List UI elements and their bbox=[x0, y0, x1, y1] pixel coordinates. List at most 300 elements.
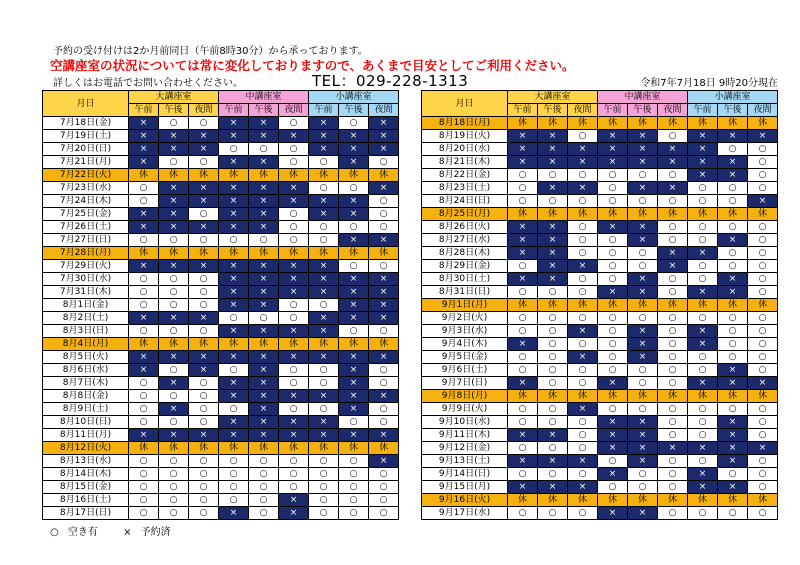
status-booked: × bbox=[159, 312, 189, 325]
date-cell: 7月30日(水) bbox=[43, 273, 129, 286]
status-available: ○ bbox=[189, 377, 219, 390]
status-booked: × bbox=[339, 156, 369, 169]
status-closed: 休 bbox=[718, 299, 748, 312]
status-booked: × bbox=[508, 481, 538, 494]
status-booked: × bbox=[369, 351, 399, 364]
table-row bbox=[422, 117, 778, 130]
status-available: ○ bbox=[598, 169, 628, 182]
status-available: ○ bbox=[309, 455, 339, 468]
status-available: ○ bbox=[598, 247, 628, 260]
status-closed: 休 bbox=[219, 338, 249, 351]
table-row bbox=[422, 416, 778, 429]
date-cell: 7月27日(日) bbox=[43, 234, 129, 247]
slot-evening-header: 夜間 bbox=[189, 104, 219, 117]
status-available: ○ bbox=[339, 507, 369, 520]
status-booked: × bbox=[598, 468, 628, 481]
status-booked: × bbox=[688, 325, 718, 338]
status-booked: × bbox=[369, 286, 399, 299]
status-booked: × bbox=[658, 182, 688, 195]
status-booked: × bbox=[189, 221, 219, 234]
status-booked: × bbox=[508, 143, 538, 156]
date-cell: 9月2日(火) bbox=[422, 312, 508, 325]
status-closed: 休 bbox=[309, 442, 339, 455]
status-closed: 休 bbox=[718, 390, 748, 403]
date-cell: 8月20日(水) bbox=[422, 143, 508, 156]
status-closed: 休 bbox=[339, 338, 369, 351]
status-booked: × bbox=[718, 130, 748, 143]
slot-morning-header: 午前 bbox=[598, 104, 628, 117]
table-row bbox=[422, 507, 778, 520]
status-closed: 休 bbox=[219, 247, 249, 260]
status-available: ○ bbox=[508, 286, 538, 299]
status-closed: 休 bbox=[658, 299, 688, 312]
status-available: ○ bbox=[129, 481, 159, 494]
status-booked: × bbox=[688, 169, 718, 182]
status-available: ○ bbox=[129, 403, 159, 416]
date-cell: 9月5日(金) bbox=[422, 351, 508, 364]
status-available: ○ bbox=[159, 117, 189, 130]
status-available: ○ bbox=[658, 234, 688, 247]
table-row bbox=[43, 338, 399, 351]
status-available: ○ bbox=[339, 117, 369, 130]
status-available: ○ bbox=[159, 494, 189, 507]
status-booked: × bbox=[219, 429, 249, 442]
status-booked: × bbox=[309, 286, 339, 299]
status-booked: × bbox=[538, 182, 568, 195]
status-available: ○ bbox=[189, 507, 219, 520]
status-available: ○ bbox=[309, 234, 339, 247]
table-row bbox=[43, 364, 399, 377]
status-available: ○ bbox=[658, 429, 688, 442]
status-available: ○ bbox=[748, 156, 778, 169]
status-available: ○ bbox=[748, 351, 778, 364]
status-booked: × bbox=[249, 351, 279, 364]
status-closed: 休 bbox=[748, 494, 778, 507]
status-available: ○ bbox=[129, 494, 159, 507]
status-available: ○ bbox=[129, 325, 159, 338]
status-booked: × bbox=[628, 234, 658, 247]
status-available: ○ bbox=[369, 364, 399, 377]
status-closed: 休 bbox=[718, 494, 748, 507]
status-closed: 休 bbox=[249, 247, 279, 260]
status-available: ○ bbox=[369, 468, 399, 481]
status-booked: × bbox=[508, 221, 538, 234]
status-available: ○ bbox=[748, 416, 778, 429]
status-available: ○ bbox=[219, 234, 249, 247]
status-available: ○ bbox=[279, 481, 309, 494]
table-row bbox=[43, 377, 399, 390]
status-available: ○ bbox=[279, 403, 309, 416]
status-booked: × bbox=[658, 260, 688, 273]
status-booked: × bbox=[369, 234, 399, 247]
status-closed: 休 bbox=[658, 494, 688, 507]
status-closed: 休 bbox=[369, 338, 399, 351]
status-available: ○ bbox=[508, 416, 538, 429]
table-row bbox=[422, 390, 778, 403]
status-closed: 休 bbox=[369, 442, 399, 455]
table-row bbox=[422, 221, 778, 234]
status-available: ○ bbox=[688, 221, 718, 234]
status-available: ○ bbox=[598, 403, 628, 416]
date-cell: 9月17日(水) bbox=[422, 507, 508, 520]
status-booked: × bbox=[598, 377, 628, 390]
status-available: ○ bbox=[219, 468, 249, 481]
date-cell: 8月8日(金) bbox=[43, 390, 129, 403]
status-closed: 休 bbox=[568, 494, 598, 507]
date-cell: 8月19日(火) bbox=[422, 130, 508, 143]
status-booked: × bbox=[628, 325, 658, 338]
status-booked: × bbox=[598, 143, 628, 156]
date-cell: 9月4日(木) bbox=[422, 338, 508, 351]
date-cell: 8月17日(日) bbox=[43, 507, 129, 520]
status-booked: × bbox=[249, 299, 279, 312]
table-row bbox=[422, 442, 778, 455]
status-closed: 休 bbox=[249, 338, 279, 351]
status-booked: × bbox=[508, 338, 538, 351]
status-available: ○ bbox=[369, 208, 399, 221]
status-closed: 休 bbox=[598, 117, 628, 130]
status-available: ○ bbox=[129, 182, 159, 195]
status-booked: × bbox=[249, 403, 279, 416]
status-booked: × bbox=[598, 286, 628, 299]
status-booked: × bbox=[339, 234, 369, 247]
date-cell: 8月26日(火) bbox=[422, 221, 508, 234]
status-booked: × bbox=[339, 312, 369, 325]
status-booked: × bbox=[129, 260, 159, 273]
status-booked: × bbox=[628, 143, 658, 156]
status-closed: 休 bbox=[369, 247, 399, 260]
availability-table-july-august bbox=[42, 90, 399, 520]
status-booked: × bbox=[628, 429, 658, 442]
status-available: ○ bbox=[339, 325, 369, 338]
status-available: ○ bbox=[309, 494, 339, 507]
status-booked: × bbox=[339, 130, 369, 143]
table-row bbox=[422, 325, 778, 338]
date-cell: 8月6日(水) bbox=[43, 364, 129, 377]
status-booked: × bbox=[309, 273, 339, 286]
status-available: ○ bbox=[538, 325, 568, 338]
slot-morning-header: 午前 bbox=[688, 104, 718, 117]
status-available: ○ bbox=[189, 273, 219, 286]
status-available: ○ bbox=[598, 312, 628, 325]
status-booked: × bbox=[129, 364, 159, 377]
status-available: ○ bbox=[568, 377, 598, 390]
date-cell: 8月9日(土) bbox=[43, 403, 129, 416]
status-available: ○ bbox=[598, 195, 628, 208]
date-cell: 8月14日(木) bbox=[43, 468, 129, 481]
status-booked: × bbox=[339, 429, 369, 442]
status-booked: × bbox=[279, 325, 309, 338]
status-booked: × bbox=[508, 429, 538, 442]
status-available: ○ bbox=[658, 507, 688, 520]
status-available: ○ bbox=[718, 403, 748, 416]
status-booked: × bbox=[159, 221, 189, 234]
table-row bbox=[422, 169, 778, 182]
status-closed: 休 bbox=[688, 299, 718, 312]
table-row bbox=[422, 260, 778, 273]
status-available: ○ bbox=[249, 312, 279, 325]
status-booked: × bbox=[129, 221, 159, 234]
status-available: ○ bbox=[598, 234, 628, 247]
status-booked: × bbox=[309, 143, 339, 156]
table-row bbox=[422, 156, 778, 169]
status-available: ○ bbox=[339, 481, 369, 494]
status-booked: × bbox=[219, 507, 249, 520]
status-booked: × bbox=[628, 338, 658, 351]
status-booked: × bbox=[339, 195, 369, 208]
status-closed: 休 bbox=[279, 169, 309, 182]
status-booked: × bbox=[159, 195, 189, 208]
status-available: ○ bbox=[658, 286, 688, 299]
status-available: ○ bbox=[568, 286, 598, 299]
slot-morning-header: 午前 bbox=[219, 104, 249, 117]
status-available: ○ bbox=[658, 364, 688, 377]
status-available: ○ bbox=[159, 273, 189, 286]
status-booked: × bbox=[309, 416, 339, 429]
status-booked: × bbox=[339, 403, 369, 416]
status-booked: × bbox=[568, 403, 598, 416]
status-booked: × bbox=[219, 182, 249, 195]
booked-label: 予約済 bbox=[140, 527, 171, 538]
status-available: ○ bbox=[189, 416, 219, 429]
status-available: ○ bbox=[309, 468, 339, 481]
table-row bbox=[43, 182, 399, 195]
table-row bbox=[422, 286, 778, 299]
status-booked: × bbox=[189, 195, 219, 208]
date-cell: 7月20日(日) bbox=[43, 143, 129, 156]
status-available: ○ bbox=[688, 429, 718, 442]
status-booked: × bbox=[369, 390, 399, 403]
status-booked: × bbox=[219, 221, 249, 234]
small-room-header: 小講座室 bbox=[688, 91, 778, 104]
date-cell: 8月1日(金) bbox=[43, 299, 129, 312]
status-available: ○ bbox=[508, 351, 538, 364]
status-booked: × bbox=[538, 156, 568, 169]
table-row bbox=[422, 338, 778, 351]
status-booked: × bbox=[189, 364, 219, 377]
status-available: ○ bbox=[279, 117, 309, 130]
status-booked: × bbox=[309, 351, 339, 364]
status-available: ○ bbox=[568, 468, 598, 481]
date-cell: 8月4日(月) bbox=[43, 338, 129, 351]
status-booked: × bbox=[129, 117, 159, 130]
status-booked: × bbox=[369, 299, 399, 312]
status-available: ○ bbox=[748, 455, 778, 468]
status-booked: × bbox=[369, 143, 399, 156]
status-available: ○ bbox=[538, 507, 568, 520]
table-row bbox=[422, 455, 778, 468]
status-booked: × bbox=[159, 403, 189, 416]
status-booked: × bbox=[279, 507, 309, 520]
table-row bbox=[422, 377, 778, 390]
status-available: ○ bbox=[159, 455, 189, 468]
status-booked: × bbox=[249, 260, 279, 273]
status-available: ○ bbox=[249, 143, 279, 156]
status-available: ○ bbox=[538, 312, 568, 325]
status-available: ○ bbox=[688, 273, 718, 286]
status-booked: × bbox=[718, 481, 748, 494]
status-booked: × bbox=[748, 442, 778, 455]
table-row bbox=[43, 468, 399, 481]
status-available: ○ bbox=[688, 195, 718, 208]
date-cell: 7月21日(月) bbox=[43, 156, 129, 169]
status-booked: × bbox=[159, 130, 189, 143]
status-booked: × bbox=[688, 286, 718, 299]
slot-evening-header: 夜間 bbox=[658, 104, 688, 117]
status-available: ○ bbox=[748, 221, 778, 234]
status-booked: × bbox=[658, 247, 688, 260]
status-available: ○ bbox=[129, 299, 159, 312]
status-available: ○ bbox=[568, 442, 598, 455]
status-available: ○ bbox=[718, 468, 748, 481]
status-available: ○ bbox=[658, 338, 688, 351]
status-available: ○ bbox=[159, 156, 189, 169]
table-row bbox=[43, 247, 399, 260]
status-booked: × bbox=[628, 286, 658, 299]
status-booked: × bbox=[688, 468, 718, 481]
status-available: ○ bbox=[189, 156, 219, 169]
status-closed: 休 bbox=[658, 117, 688, 130]
status-booked: × bbox=[628, 507, 658, 520]
status-booked: × bbox=[538, 481, 568, 494]
status-available: ○ bbox=[748, 169, 778, 182]
status-closed: 休 bbox=[748, 299, 778, 312]
date-cell: 9月11日(木) bbox=[422, 429, 508, 442]
status-available: ○ bbox=[219, 481, 249, 494]
table-row bbox=[43, 208, 399, 221]
date-cell: 8月22日(金) bbox=[422, 169, 508, 182]
status-booked: × bbox=[219, 325, 249, 338]
date-cell: 7月29日(火) bbox=[43, 260, 129, 273]
date-cell: 8月29日(金) bbox=[422, 260, 508, 273]
status-available: ○ bbox=[568, 416, 598, 429]
status-closed: 休 bbox=[538, 390, 568, 403]
status-booked: × bbox=[249, 325, 279, 338]
status-available: ○ bbox=[508, 182, 538, 195]
status-available: ○ bbox=[189, 208, 219, 221]
status-booked: × bbox=[279, 494, 309, 507]
status-closed: 休 bbox=[249, 442, 279, 455]
status-available: ○ bbox=[339, 416, 369, 429]
status-available: ○ bbox=[718, 338, 748, 351]
status-available: ○ bbox=[658, 377, 688, 390]
status-available: ○ bbox=[339, 260, 369, 273]
status-available: ○ bbox=[748, 481, 778, 494]
status-available: ○ bbox=[658, 130, 688, 143]
status-available: ○ bbox=[688, 507, 718, 520]
status-booked: × bbox=[369, 429, 399, 442]
status-available: ○ bbox=[598, 338, 628, 351]
status-booked: × bbox=[249, 156, 279, 169]
status-available: ○ bbox=[628, 377, 658, 390]
date-cell: 8月30日(土) bbox=[422, 273, 508, 286]
status-available: ○ bbox=[189, 117, 219, 130]
status-closed: 休 bbox=[279, 338, 309, 351]
status-booked: × bbox=[189, 182, 219, 195]
status-booked: × bbox=[508, 234, 538, 247]
table-row bbox=[43, 481, 399, 494]
status-booked: × bbox=[688, 338, 718, 351]
status-booked: × bbox=[339, 273, 369, 286]
status-booked: × bbox=[219, 195, 249, 208]
status-available: ○ bbox=[508, 325, 538, 338]
status-available: ○ bbox=[628, 364, 658, 377]
status-booked: × bbox=[718, 273, 748, 286]
status-closed: 休 bbox=[309, 247, 339, 260]
status-available: ○ bbox=[339, 182, 369, 195]
contact-notice: 詳しくはお電話でお問い合わせください。 bbox=[53, 78, 243, 89]
status-available: ○ bbox=[129, 377, 159, 390]
status-booked: × bbox=[538, 273, 568, 286]
date-cell: 8月28日(木) bbox=[422, 247, 508, 260]
status-booked: × bbox=[339, 143, 369, 156]
date-cell: 8月21日(木) bbox=[422, 156, 508, 169]
table-row bbox=[422, 403, 778, 416]
status-booked: × bbox=[279, 195, 309, 208]
status-booked: × bbox=[279, 260, 309, 273]
status-available: ○ bbox=[129, 273, 159, 286]
status-available: ○ bbox=[249, 507, 279, 520]
status-closed: 休 bbox=[568, 299, 598, 312]
status-booked: × bbox=[718, 377, 748, 390]
status-booked: × bbox=[219, 390, 249, 403]
status-booked: × bbox=[279, 351, 309, 364]
table-row bbox=[422, 273, 778, 286]
available-mark: ○ bbox=[50, 527, 59, 538]
status-available: ○ bbox=[688, 455, 718, 468]
status-available: ○ bbox=[159, 416, 189, 429]
status-available: ○ bbox=[309, 377, 339, 390]
date-cell: 9月10日(水) bbox=[422, 416, 508, 429]
slot-afternoon-header: 午後 bbox=[159, 104, 189, 117]
status-available: ○ bbox=[339, 494, 369, 507]
status-booked: × bbox=[339, 377, 369, 390]
status-booked: × bbox=[189, 260, 219, 273]
date-cell: 8月31日(日) bbox=[422, 286, 508, 299]
status-available: ○ bbox=[628, 312, 658, 325]
status-booked: × bbox=[598, 442, 628, 455]
status-booked: × bbox=[129, 208, 159, 221]
status-available: ○ bbox=[688, 312, 718, 325]
status-booked: × bbox=[309, 312, 339, 325]
status-available: ○ bbox=[688, 403, 718, 416]
status-booked: × bbox=[628, 156, 658, 169]
status-closed: 休 bbox=[129, 338, 159, 351]
status-booked: × bbox=[279, 416, 309, 429]
status-closed: 休 bbox=[748, 390, 778, 403]
legend bbox=[50, 523, 177, 538]
slot-morning-header: 午前 bbox=[309, 104, 339, 117]
status-booked: × bbox=[658, 143, 688, 156]
status-booked: × bbox=[249, 377, 279, 390]
status-available: ○ bbox=[159, 299, 189, 312]
status-available: ○ bbox=[189, 299, 219, 312]
table-row bbox=[43, 234, 399, 247]
status-closed: 休 bbox=[339, 169, 369, 182]
status-closed: 休 bbox=[688, 208, 718, 221]
status-booked: × bbox=[309, 260, 339, 273]
status-available: ○ bbox=[249, 494, 279, 507]
date-cell: 9月8日(月) bbox=[422, 390, 508, 403]
slot-evening-header: 夜間 bbox=[279, 104, 309, 117]
date-cell: 8月2日(土) bbox=[43, 312, 129, 325]
status-available: ○ bbox=[538, 468, 568, 481]
status-available: ○ bbox=[568, 247, 598, 260]
status-available: ○ bbox=[369, 481, 399, 494]
slot-morning-header: 午前 bbox=[129, 104, 159, 117]
table-row bbox=[43, 260, 399, 273]
table-row bbox=[422, 312, 778, 325]
